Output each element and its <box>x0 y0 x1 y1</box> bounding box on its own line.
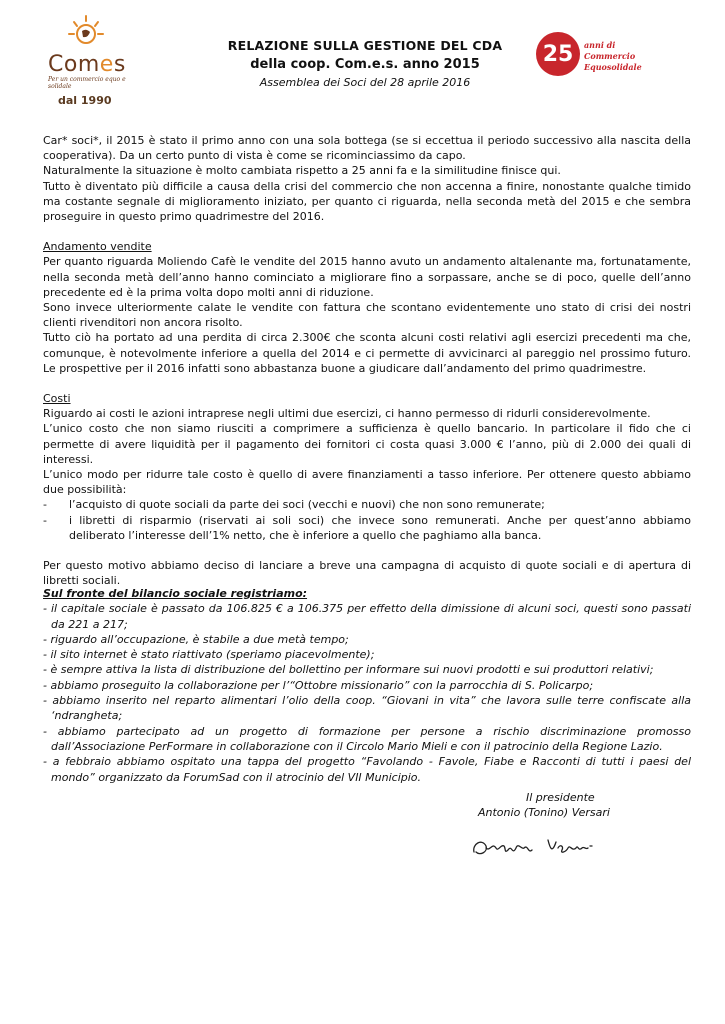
vendite-paragraph: Per quanto riguarda Moliendo Cafè le vendite del 2015 hanno avuto un andamento altalenante ma, fortunatamente, nella seconda metà dell’anno hanno cominciato a migliorare fino a sorpassare, anche se di poco, quelle dell’anno precedente ed è la prima volta dopo molti anni di riduzione. <box>43 255 691 299</box>
anniversary-logo <box>536 32 656 82</box>
bilancio-heading: Sul fronte del bilancio sociale registriamo: <box>43 587 308 600</box>
costi-closing: Per questo motivo abbiamo deciso di lanciare a breve una campagna di acquisto di quote sociali e di apertura di libretti sociali. <box>43 559 691 588</box>
anniversary-text: anni di Commercio Equosolidale <box>584 40 642 72</box>
logo-since: dal 1990 <box>58 94 112 107</box>
list-item: - abbiamo proseguito la collaborazione per l’“Ottobre missionario” con la parrocchia di S. Policarpo; <box>43 678 594 692</box>
signoff <box>478 790 610 820</box>
handwritten-signature <box>468 830 608 864</box>
intro-paragraph: Car* soci*, il 2015 è stato il primo anno con una sola bottega (se si eccettua il periodo successivo alla nascita della cooperativa). Da un certo punto di vista è come se ricominciassimo da capo. <box>43 134 691 163</box>
vendite-paragraph: Tutto ciò ha portato ad una perdita di circa 2.300€ che sconta alcuni costi relativi agli esercizi precedenti ma che, comunque, è notevolmente inferiore a quella del 2014 e ci permette di avvicinarci al pareggio nel prossimo futuro. Le prospettive per il 2016 infatti sono abbastanza buone a giudicare dall’andamento del primo quadrimestre. <box>43 331 691 375</box>
document-header <box>150 38 580 89</box>
list-item: - abbiamo inserito nel reparto alimentari l’olio della coop. “Giovani in vita” che lavora sulle terre confiscate alla ‘ndrangheta; <box>43 694 691 723</box>
list-item: - il capitale sociale è passato da 106.825 € a 106.375 per effetto della dimissione di alcuni soci, questi sono passati da 221 a 217; <box>43 602 691 631</box>
comes-logo <box>40 14 130 106</box>
list-item: - riguardo all’occupazione, è stabile a due metà tempo; <box>43 632 349 646</box>
costi-paragraph: L’unico costo che non siamo riusciti a comprimere a sufficienza è quello bancario. In particolare il fido che ci permette di avere liquidità per il pagamento dei fornitori ci costa quasi 3.000 € l’anno, più di 2.000 dei quali di interessi. <box>43 422 691 466</box>
vendite-paragraph: Sono invece ulteriormente calate le vendite con fattura che scontano evidentemente uno stato di crisi dei nostri clienti rivenditori non ancora risolto. <box>43 301 691 330</box>
bilancio-section <box>43 586 691 785</box>
costi-list <box>43 497 691 543</box>
intro-paragraph: Tutto è diventato più difficile a causa della crisi del commercio che non accenna a finire, nonostante qualche timido ma costante segnale di miglioramento iniziato, per quanto ci riguarda, nella seconda metà del 2015 e che sembra proseguire in questo primo quadrimestre del 2016. <box>43 179 691 224</box>
list-item: - abbiamo partecipato ad un progetto di formazione per persone a rischio discriminazione promosso dall’Associazione PerFormare in collaborazione con il Circolo Mario Mieli e con il patrocinio della Regione Lazio. <box>43 724 691 753</box>
logo-tagline: Per un commercio equo e solidale <box>48 76 126 90</box>
sun-globe-icon <box>66 14 106 52</box>
intro-paragraph: Naturalmente la situazione è molto cambiata rispetto a 25 anni fa e la similitudine finisce qui. <box>43 164 561 178</box>
anniversary-number: 25 <box>536 32 580 76</box>
signoff-role: Il presidente <box>526 791 595 804</box>
signoff-name: Antonio (Tonino) Versari <box>478 806 610 819</box>
document-title: RELAZIONE SULLA GESTIONE DEL CDA <box>227 38 503 53</box>
report-body <box>43 133 691 588</box>
list-item: - è sempre attiva la lista di distribuzione del bollettino per informare sui nuovi prodotti e sui produttori relativi; <box>43 663 654 677</box>
list-item: - il sito internet è stato riattivato (speriamo piacevolmente); <box>43 648 375 662</box>
costi-paragraph: L’unico modo per ridurre tale costo è quello di avere finanziamenti a tasso inferiore. Per ottenere questo abbiamo due possibilità: <box>43 468 691 497</box>
meeting-date: Assemblea dei Soci del 28 aprile 2016 <box>259 76 471 89</box>
document-subtitle: della coop. Com.e.s. anno 2015 <box>250 57 480 72</box>
logo-brand-text: Comes <box>48 52 126 77</box>
section-heading-costi: Costi <box>43 392 71 406</box>
costi-paragraph: Riguardo ai costi le azioni intraprese negli ultimi due esercizi, ci hanno permesso di ridurli considerevolmente. <box>43 407 651 421</box>
list-item: - l’acquisto di quote sociali da parte dei soci (vecchi e nuovi) che non sono remunerate; <box>43 497 691 512</box>
section-heading-vendite: Andamento vendite <box>43 240 152 254</box>
list-item: - i libretti di risparmio (riservati ai soli soci) che invece sono remunerati. Anche per quest’anno abbiamo deliberato l’interesse dell’1% netto, che è inferiore a quello che paghiamo alla banca. <box>43 513 691 543</box>
list-item: - a febbraio abbiamo ospitato una tappa del progetto “Favolando - Favole, Fiabe e Racconti di tutti i paesi del mondo” organizzato da ForumSad con il atrocinio del VII Municipio. <box>43 755 691 784</box>
